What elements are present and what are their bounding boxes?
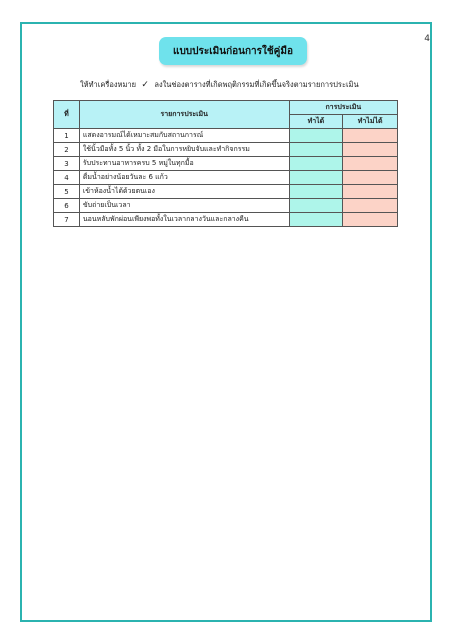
table-row — [54, 129, 398, 143]
cannot-checkbox-cell[interactable] — [343, 157, 398, 171]
table-row — [54, 213, 398, 227]
column-header-item: รายการประเมิน — [79, 101, 289, 129]
can-checkbox-cell[interactable] — [289, 199, 343, 213]
row-item: นอนหลับพักผ่อนเพียงพอทั้งในเวลากลางวันและกลางคืน — [79, 213, 289, 227]
instruction-after: ลงในช่องตารางที่เกิดพฤติกรรมที่เกิดขึ้นจริงตามรายการประเมิน — [154, 80, 359, 89]
row-item: รับประทานอาหารครบ 5 หมู่ในทุกมื้อ — [79, 157, 289, 171]
page-title-text: แบบประเมินก่อนการใช้คู่มือ — [173, 45, 293, 57]
can-checkbox-cell[interactable] — [289, 129, 343, 143]
instruction-text — [80, 79, 380, 91]
column-header-cannot: ทำไม่ได้ — [343, 115, 398, 129]
page-number: 4 — [424, 34, 430, 44]
row-number: 1 — [54, 129, 80, 143]
table-row — [54, 157, 398, 171]
row-number: 7 — [54, 213, 80, 227]
check-mark-icon: ✓ — [141, 80, 149, 90]
table-row — [54, 199, 398, 213]
row-number: 6 — [54, 199, 80, 213]
can-checkbox-cell[interactable] — [289, 157, 343, 171]
table-row — [54, 143, 398, 157]
can-checkbox-cell[interactable] — [289, 185, 343, 199]
row-number: 4 — [54, 171, 80, 185]
instruction-before: ให้ทำเครื่องหมาย — [80, 80, 137, 89]
row-number: 3 — [54, 157, 80, 171]
row-number: 2 — [54, 143, 80, 157]
cannot-checkbox-cell[interactable] — [343, 213, 398, 227]
column-header-can: ทำได้ — [289, 115, 343, 129]
cannot-checkbox-cell[interactable] — [343, 129, 398, 143]
assessment-table — [53, 100, 398, 227]
cannot-checkbox-cell[interactable] — [343, 143, 398, 157]
can-checkbox-cell[interactable] — [289, 143, 343, 157]
row-item: ดื่มน้ำอย่างน้อยวันละ 6 แก้ว — [79, 171, 289, 185]
row-item: ขับถ่ายเป็นเวลา — [79, 199, 289, 213]
table-row — [54, 171, 398, 185]
column-header-assessment: การประเมิน — [289, 101, 397, 115]
row-number: 5 — [54, 185, 80, 199]
row-item: แสดงอารมณ์ได้เหมาะสมกับสถานการณ์ — [79, 129, 289, 143]
can-checkbox-cell[interactable] — [289, 171, 343, 185]
cannot-checkbox-cell[interactable] — [343, 185, 398, 199]
cannot-checkbox-cell[interactable] — [343, 199, 398, 213]
page-title — [159, 37, 307, 65]
row-item: เข้าห้องน้ำได้ด้วยตนเอง — [79, 185, 289, 199]
column-header-no: ที่ — [54, 101, 80, 129]
table-row — [54, 185, 398, 199]
can-checkbox-cell[interactable] — [289, 213, 343, 227]
row-item: ใช้นิ้วมือทั้ง 5 นิ้ว ทั้ง 2 มือในการหยิบจับและทำกิจกรรม — [79, 143, 289, 157]
cannot-checkbox-cell[interactable] — [343, 171, 398, 185]
